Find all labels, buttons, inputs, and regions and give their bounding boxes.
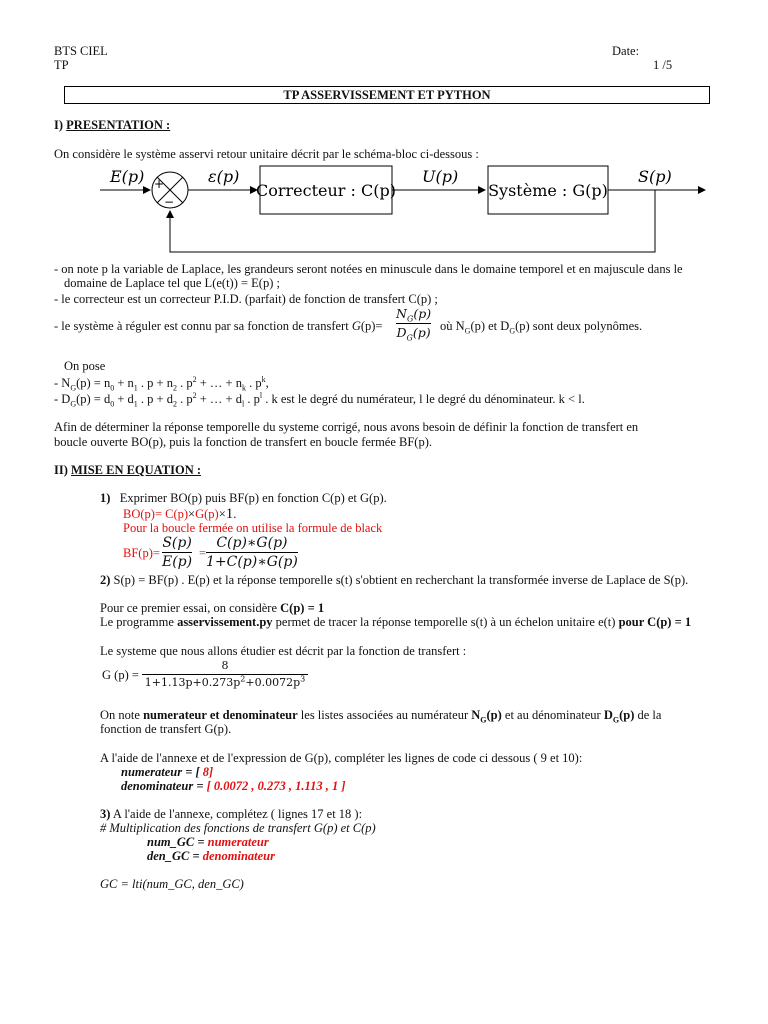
g-label xyxy=(102,668,139,683)
g-equals: = xyxy=(131,668,139,682)
bo-times: × xyxy=(188,507,196,521)
note-d2: (p) xyxy=(486,708,502,722)
bf-num-2: C(p)∗G(p) xyxy=(216,535,288,551)
bo-gp: G(p) xyxy=(195,507,219,521)
block-diagram xyxy=(100,162,710,258)
code-numerateur xyxy=(121,765,213,780)
g-num-sub: G xyxy=(406,314,414,324)
plus-sign: + xyxy=(154,177,165,191)
note-c: les listes associées au numérateur xyxy=(297,708,472,722)
code-gc-line: GC = lti(num_GC, den_GC) xyxy=(100,877,244,891)
first-trial-text: Pour ce premier essai, on considère xyxy=(100,601,281,615)
bullet-3: - le système à réguler est connu par sa fonction de transfert G(p)= xyxy=(54,319,383,333)
bo-text: BO(p)= C(p) xyxy=(123,507,189,521)
dg-tail: . k est le degré du numérateur, l le degré du dénominateur. k < l. xyxy=(262,392,585,406)
bf-den-1: E(p) xyxy=(162,554,193,570)
note-f-sub: G xyxy=(612,715,620,725)
afin-line-2: boucle ouverte BO(p), puis la fonction de transfert en boucle fermée BF(p). xyxy=(54,435,432,449)
den-gc-label: den_GC = xyxy=(147,849,203,863)
note-line-2: fonction de transfert G(p). xyxy=(100,722,232,736)
note-line-1 xyxy=(100,708,661,723)
bf-fraction-2 xyxy=(206,535,298,570)
program-a: Le programme xyxy=(100,615,178,629)
num-gc-label: num_GC = xyxy=(147,835,208,849)
g-denominator xyxy=(142,675,308,690)
q1-text: Exprimer BO(p) puis BF(p) en fonction C(p) et G(p). xyxy=(119,491,387,505)
code-num-value: 8 xyxy=(202,765,210,779)
section-1-number: I) xyxy=(54,118,64,132)
note-a: On note xyxy=(100,708,144,722)
intro-text: On considère le système asservi retour unitaire décrit par le schéma-bloc ci-dessous : xyxy=(54,147,479,161)
note-b: numerateur et denominateur xyxy=(143,708,298,722)
note-g: de la xyxy=(634,708,662,722)
header-type: TP xyxy=(54,58,69,72)
num-gc-value: numerateur xyxy=(207,835,269,849)
bf-fraction-1 xyxy=(162,535,192,570)
g-den-sub: G xyxy=(406,333,413,343)
bf-label: BF(p)= xyxy=(123,546,160,560)
bullet-3-text: le système à réguler est connu par sa fonction de transfert xyxy=(61,319,352,333)
bo-dot: . xyxy=(233,507,237,521)
bf-num-1: S(p) xyxy=(162,535,192,551)
label-system: Système : G(p) xyxy=(488,181,608,200)
program-file: asservissement.py xyxy=(177,615,273,629)
code-denominateur xyxy=(121,779,346,794)
note-d: N xyxy=(471,708,481,722)
q2-text: S(p) = BF(p) . E(p) et la réponse temporelle s(t) s'obtient en recherchant la transformée inverse de Laplace de S(p). xyxy=(110,573,689,587)
g-num-n: N xyxy=(396,306,407,321)
g-den-sup1: 2 xyxy=(240,674,246,684)
program-c: permet de tracer la réponse temporelle s(t) à un échelon unitaire e(t) xyxy=(272,615,619,629)
on-pose: On pose xyxy=(64,359,106,373)
g-den-sup2: 3 xyxy=(300,674,306,684)
note-f2: (p) xyxy=(619,708,635,722)
question-3 xyxy=(100,807,362,822)
g-transfer-fraction xyxy=(142,658,308,690)
g-den-a: 1+1.13p+0.273p xyxy=(144,676,241,689)
section-2-number: II) xyxy=(54,463,68,477)
section-2-heading xyxy=(54,463,201,478)
label-U: U(p) xyxy=(422,167,459,186)
bullet-3-tail: où $N_G(p)$ et $D_G(p)$ sont deux polynômes. xyxy=(440,319,643,336)
bullet-2-text: le correcteur est un correcteur P.I.D. (parfait) de fonction de transfert C(p) ; xyxy=(61,292,438,306)
code-den-label: denominateur = xyxy=(121,779,207,793)
g-den-arg: (p) xyxy=(412,325,431,340)
header-course: BTS CIEL xyxy=(54,44,108,58)
header-date: Date: xyxy=(612,44,640,58)
q3-number: 3) xyxy=(100,807,111,821)
tail-2: (p) et D xyxy=(470,319,510,333)
g-label-text: G (p) xyxy=(102,668,129,682)
first-trial xyxy=(100,601,324,616)
black-formula-note: Pour la boucle fermée on utilise la formule de black xyxy=(123,521,383,535)
question-2 xyxy=(100,573,688,588)
label-epsilon: ε(p) xyxy=(208,167,240,186)
afin-line-1: Afin de déterminer la réponse temporelle du systeme corrigé, nous avons besoin de définir la fonction de transfert en xyxy=(54,420,639,434)
ng-polynomial: - $N_G(p) = n_0 + n_1$ . $p + n_2$ . $p^2$ + … + $n_k$ . $p^k$, xyxy=(54,374,269,393)
label-E: E(p) xyxy=(110,167,145,186)
bullet-3-p: (p)= xyxy=(360,319,383,333)
annex-instruction-1: A l'aide de l'annexe et de l'expression de G(p), compléter les lignes de code ci dessous ( 9 et 10): xyxy=(100,751,583,765)
note-e: et au dénominateur xyxy=(501,708,604,722)
bullet-1: - on note p la variable de Laplace, les grandeurs seront notées en minuscule dans le domaine temporel et en majuscule dans le xyxy=(54,262,683,276)
tail-1: où N xyxy=(440,319,465,333)
code-num-gc xyxy=(147,835,269,850)
g-numerator: 8 xyxy=(221,659,229,672)
section-1-title: PRESENTATION : xyxy=(66,118,171,132)
page-number: 1 /5 xyxy=(653,58,673,72)
note-d-sub: G xyxy=(480,715,487,725)
den-gc-value: denominateur xyxy=(202,849,275,863)
q3-text: A l'aide de l'annexe, complétez ( lignes 17 et 18 ): xyxy=(110,807,363,821)
bf-equals: = xyxy=(199,546,207,560)
note-f: D xyxy=(603,708,613,722)
label-corrector: Correcteur : C(p) xyxy=(256,181,396,200)
bo-one: 1 xyxy=(225,506,234,522)
dg-polynomial: - $D_G(p) = d_0 + d_1$ . $p + d_2$ . $p^2$ + … + $d_l$ . $p^l$ . k est le degré du numérateur, l le degré du dénominateur. k < l. xyxy=(54,390,585,409)
minus-sign: − xyxy=(164,195,175,209)
g-den-d: D xyxy=(396,325,407,340)
code-comment: # Multiplication des fonctions de transfert G(p) et C(p) xyxy=(100,821,376,835)
label-S: S(p) xyxy=(638,167,672,186)
g-num-arg: (p) xyxy=(413,306,432,321)
bullet-1-cont: domaine de Laplace tel que L(e(t)) = E(p) ; xyxy=(64,276,280,290)
system-intro: Le systeme que nous allons étudier est décrit par la fonction de transfert : xyxy=(100,644,467,658)
section-2-title: MISE EN EQUATION : xyxy=(71,463,202,477)
g-den-b: +0.0072p xyxy=(245,676,301,689)
q1-number: 1) xyxy=(100,491,111,505)
bo-times2: × xyxy=(218,507,226,521)
section-1-heading xyxy=(54,118,170,133)
code-num-label: numerateur = [ xyxy=(121,765,203,779)
first-trial-cp: C(p) = 1 xyxy=(280,601,325,615)
bullet-1-line-a: on note p la variable de Laplace, les grandeurs seront notées en minuscule dans le domaine temporel et en majuscule dans le xyxy=(61,262,683,276)
code-den-gc xyxy=(147,849,275,864)
bullet-3-g: G xyxy=(351,319,361,333)
tail-3: (p) sont deux polynômes. xyxy=(515,319,643,333)
program-d: pour C(p) = 1 xyxy=(618,615,692,629)
code-den-value: [ 0.0072 , 0.273 , 1.113 , 1 ] xyxy=(206,779,346,793)
program-line xyxy=(100,615,691,630)
q2-number: 2) xyxy=(100,573,111,587)
g-fraction xyxy=(396,306,431,341)
bullet-2: - le correcteur est un correcteur P.I.D. (parfait) de fonction de transfert C(p) ; xyxy=(54,292,438,306)
question-1 xyxy=(100,491,387,506)
code-num-end: ] xyxy=(209,765,214,779)
page-title: TP ASSERVISSEMENT ET PYTHON xyxy=(64,86,710,104)
bf-den-2: 1+C(p)∗G(p) xyxy=(206,554,298,570)
